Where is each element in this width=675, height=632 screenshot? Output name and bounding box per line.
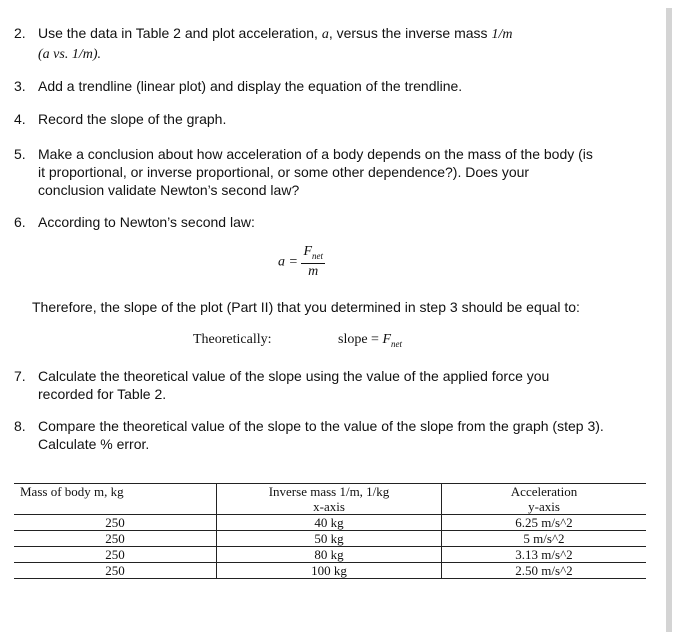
step-5 <box>14 145 594 199</box>
table-cell: 2.50 m/s^2 <box>442 563 647 579</box>
newton-equation <box>278 245 325 280</box>
equation-numerator: F <box>303 244 313 259</box>
data-table <box>14 483 646 579</box>
table-cell: 250 <box>14 563 217 579</box>
header-inverse-mass: Inverse mass 1/m, 1/kg <box>268 484 390 499</box>
equation-fraction <box>301 245 325 280</box>
step-4 <box>14 110 654 128</box>
acceleration-var: a <box>321 27 329 42</box>
header-mass: Mass of body m, kg <box>20 484 124 499</box>
step-number: 6. <box>14 214 26 230</box>
step-6 <box>14 213 654 231</box>
table-row <box>14 563 646 579</box>
table-cell: 250 <box>14 531 217 547</box>
table-header-cell <box>217 484 442 515</box>
slope-rhs: F <box>382 332 392 347</box>
step-number: 7. <box>14 368 26 384</box>
step-7 <box>14 367 604 403</box>
equation-numerator-sub: net <box>312 250 324 261</box>
step-number: 5. <box>14 146 26 162</box>
step-text: Use the data in Table 2 and plot acceleration, <box>38 25 322 41</box>
step-text: Calculate the theoretical value of the slope using the value of the applied force you recorded for Table 2. <box>38 368 550 402</box>
theoretical-slope <box>338 332 402 349</box>
equation-lhs: a = <box>278 254 298 270</box>
table-header-row <box>14 484 646 515</box>
slope-rhs-sub: net <box>391 338 403 349</box>
step-text: , versus the inverse mass <box>328 25 492 41</box>
header-y-axis: y-axis <box>528 499 560 514</box>
table-cell: 250 <box>14 515 217 531</box>
table-cell: 80 kg <box>217 547 442 563</box>
table-header-cell <box>442 484 647 515</box>
step-text: According to Newton’s second law: <box>38 214 255 230</box>
step-number: 3. <box>14 78 26 94</box>
table-cell: 100 kg <box>217 563 442 579</box>
step-8 <box>14 417 604 453</box>
step-number: 8. <box>14 418 26 434</box>
table-header-cell <box>14 484 217 515</box>
header-x-axis: x-axis <box>313 499 345 514</box>
table-cell: 6.25 m/s^2 <box>442 515 647 531</box>
step-2 <box>14 24 654 64</box>
inverse-mass-var: 1/m <box>491 27 513 42</box>
step-number: 4. <box>14 111 26 127</box>
table-row <box>14 547 646 563</box>
table-cell: 3.13 m/s^2 <box>442 547 647 563</box>
theoretical-label: Theoretically: <box>193 332 272 347</box>
step-3 <box>14 77 654 95</box>
therefore-text: Therefore, the slope of the plot (Part II) that you determined in step 3 should be equal to: <box>32 299 580 315</box>
table-row <box>14 531 646 547</box>
slope-lhs: slope = <box>338 332 379 347</box>
step-number: 2. <box>14 25 26 41</box>
step-text: Add a trendline (linear plot) and display the equation of the trendline. <box>38 78 463 94</box>
table-cell: 50 kg <box>217 531 442 547</box>
step-text: Record the slope of the graph. <box>38 111 227 127</box>
step-text: Compare the theoretical value of the slope to the value of the slope from the graph (step 3). Calculate % error. <box>38 418 604 452</box>
step-text: Make a conclusion about how acceleration of a body depends on the mass of the body (is it proportional, or inverse proportional, or some other dependence?). Does your conclusion validate Newton’s second law? <box>38 146 593 198</box>
scrollbar[interactable] <box>666 8 672 632</box>
table-cell: 40 kg <box>217 515 442 531</box>
table-cell: 250 <box>14 547 217 563</box>
equation-denominator: m <box>308 263 319 279</box>
table-row <box>14 515 646 531</box>
table-cell: 5 m/s^2 <box>442 531 647 547</box>
step-text-line2: (a vs. 1/m). <box>38 47 101 62</box>
header-acceleration: Acceleration <box>510 484 578 499</box>
